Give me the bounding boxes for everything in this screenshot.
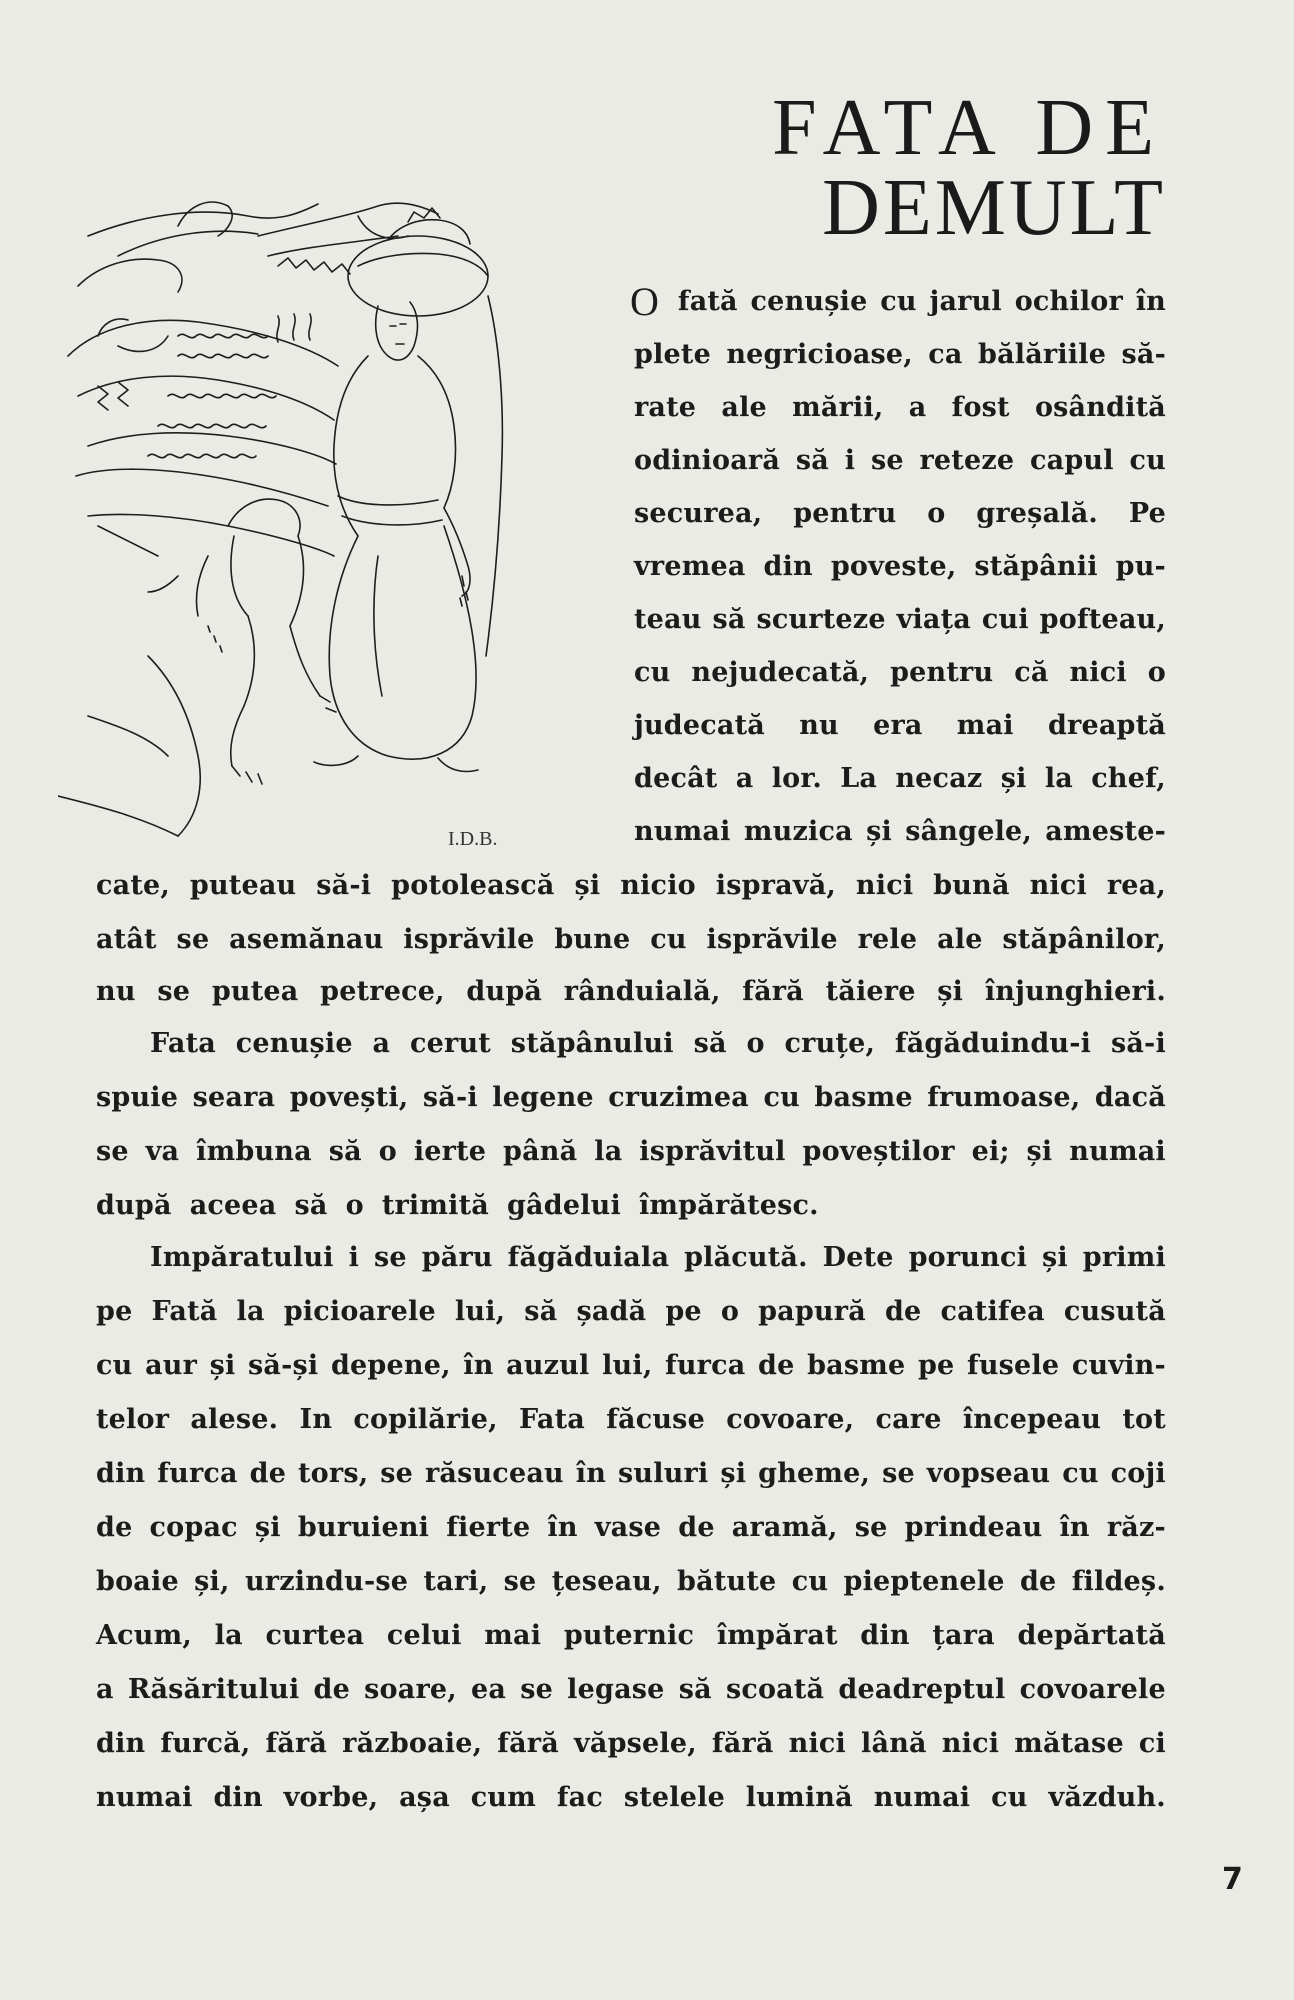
word: lumină <box>745 1782 853 1813</box>
word: cum <box>470 1782 536 1813</box>
word: vremea <box>634 551 746 582</box>
word: i <box>844 445 856 476</box>
word: Dete <box>822 1242 894 1273</box>
word: rea, <box>1106 870 1166 901</box>
word: Fata <box>150 1028 216 1059</box>
word: stăpânilor, <box>1002 924 1166 955</box>
word: cu <box>634 657 671 688</box>
word: necaz <box>895 763 983 794</box>
word: bună <box>933 870 1010 901</box>
word: păru <box>421 1242 493 1273</box>
word: și <box>209 1350 236 1381</box>
word: să <box>693 1028 727 1059</box>
word: și <box>866 816 892 847</box>
word: și <box>1026 1136 1053 1167</box>
word: se <box>854 1512 888 1543</box>
word: cruzimea <box>608 1082 749 1113</box>
word: nejudecată, <box>691 657 870 688</box>
word: nici <box>941 1728 1000 1759</box>
word: în <box>575 1458 607 1489</box>
text-line <box>634 653 1166 693</box>
word: fără <box>711 1728 774 1759</box>
word: vopseau <box>926 1458 1051 1489</box>
text-line <box>634 600 1166 640</box>
word: depărtată <box>1017 1620 1166 1651</box>
word: numai <box>96 1782 193 1813</box>
word: negricioase, <box>726 339 913 370</box>
word: asemănau <box>229 924 384 955</box>
word: viața <box>896 604 971 635</box>
word: lui, <box>602 1350 653 1381</box>
text-line <box>96 1562 1166 1602</box>
word: prindeau <box>904 1512 1043 1543</box>
word: șadă <box>576 1296 647 1327</box>
word: curtea <box>265 1620 365 1651</box>
word: că <box>1014 657 1049 688</box>
word: ochilor <box>1014 286 1123 317</box>
text-line <box>96 1132 1166 1172</box>
word: vase <box>594 1512 662 1543</box>
word: să-și <box>248 1350 319 1381</box>
word: jarul <box>929 286 1002 317</box>
text-line <box>96 1078 1166 1118</box>
text-line <box>634 335 1166 375</box>
word: petrece, <box>320 976 445 1007</box>
word: Răsăritului <box>127 1674 300 1705</box>
text-line <box>96 1778 1166 1818</box>
word: coji <box>1110 1458 1166 1489</box>
illustrator-signature: I.D.B. <box>448 828 498 850</box>
word: muzica <box>743 816 853 847</box>
word: a <box>96 1674 114 1705</box>
text-line <box>96 1508 1166 1548</box>
word: frumoase, <box>927 1082 1081 1113</box>
text-line <box>96 1186 1166 1226</box>
word: înjunghieri. <box>984 976 1166 1007</box>
text-line <box>150 1024 1166 1064</box>
text-line <box>96 1724 1166 1764</box>
word: ierte <box>413 1136 487 1167</box>
word: și <box>1041 1242 1068 1273</box>
word: depene, <box>330 1350 451 1381</box>
word: la <box>214 1620 243 1651</box>
word: In <box>299 1404 333 1435</box>
word: răz- <box>1106 1512 1166 1543</box>
word: cenușie <box>750 286 868 317</box>
text-line <box>96 920 1166 960</box>
word: Fata <box>519 1404 585 1435</box>
word: tari, <box>423 1566 489 1597</box>
word: furca <box>157 1458 238 1489</box>
word: să-i <box>316 870 372 901</box>
word: se <box>96 1136 129 1167</box>
text-line <box>150 1238 1166 1278</box>
text-line <box>96 1616 1166 1656</box>
word: sângele, <box>905 816 1033 847</box>
word: primi <box>1082 1242 1166 1273</box>
word: se <box>503 1566 537 1597</box>
word: boaie <box>96 1566 179 1597</box>
word: fără <box>742 976 804 1007</box>
word: mătase <box>1014 1728 1124 1759</box>
text-line <box>634 547 1166 587</box>
word: scoată <box>725 1674 825 1705</box>
word: atât <box>96 924 157 955</box>
word: fierte <box>446 1512 531 1543</box>
text-line <box>634 759 1166 799</box>
word: dreaptă <box>1047 710 1166 741</box>
word: tors, <box>298 1458 369 1489</box>
word: bătute <box>677 1566 777 1597</box>
word: să- <box>1121 339 1166 370</box>
word: tăiere <box>825 976 916 1007</box>
word: tot <box>1122 1404 1166 1435</box>
word: catifea <box>940 1296 1045 1327</box>
word: pieptenele <box>843 1566 1005 1597</box>
word: povești, <box>289 1082 409 1113</box>
word: porunci <box>908 1242 1028 1273</box>
word: din <box>96 1728 146 1759</box>
text-line <box>634 441 1166 481</box>
word: suluri <box>618 1458 709 1489</box>
word: să-i <box>1110 1028 1166 1059</box>
word: cu <box>791 1566 829 1597</box>
word: mai <box>484 1620 542 1651</box>
word: împărătesc. <box>638 1190 819 1221</box>
word: puteau <box>189 870 297 901</box>
word: de <box>1019 1566 1057 1597</box>
word: pentru <box>793 498 897 529</box>
word: cu <box>763 1082 800 1113</box>
word: poveste, <box>830 551 957 582</box>
word: văzduh. <box>1048 1782 1166 1813</box>
word: isprăvile <box>403 924 535 955</box>
word: Fată <box>151 1296 218 1327</box>
word: decât <box>634 763 718 794</box>
word: spuie <box>96 1082 179 1113</box>
text-line <box>96 1400 1166 1440</box>
word: nu <box>799 710 839 741</box>
word: ci <box>1138 1728 1166 1759</box>
word: a <box>735 763 754 794</box>
word: ale <box>937 924 983 955</box>
word: se <box>882 1458 915 1489</box>
word: cate, <box>96 870 170 901</box>
word: nici <box>1069 657 1127 688</box>
word: și <box>720 1458 747 1489</box>
text-line <box>96 1292 1166 1332</box>
word: ameste- <box>1045 816 1166 847</box>
word: mării, <box>792 392 884 423</box>
word: greșală. <box>976 498 1099 529</box>
word: vorbe, <box>283 1782 379 1813</box>
word: mai <box>956 710 1014 741</box>
word: în <box>1135 286 1166 317</box>
word: o <box>746 1028 765 1059</box>
chapter-title-line-1: FATA DE <box>772 84 1166 172</box>
word: fac <box>556 1782 603 1813</box>
word: a <box>908 392 927 423</box>
word: îmbuna <box>196 1136 312 1167</box>
text-line <box>96 1670 1166 1710</box>
word: numai <box>1069 1136 1166 1167</box>
word: după <box>96 1190 172 1221</box>
word: rânduială, <box>563 976 721 1007</box>
word: alese. <box>190 1404 279 1435</box>
word: ea <box>471 1674 507 1705</box>
word: cu <box>1062 1458 1099 1489</box>
word: lor. <box>771 763 822 794</box>
word: legene <box>492 1082 594 1113</box>
word: pe <box>665 1296 702 1327</box>
word: covoarele <box>1019 1674 1166 1705</box>
word: seara <box>192 1082 276 1113</box>
word: de <box>96 1512 133 1543</box>
word: și <box>937 976 964 1007</box>
word: să-i <box>422 1082 478 1113</box>
word: securea, <box>634 498 763 529</box>
word: să <box>795 445 829 476</box>
word: făgăduiala <box>507 1242 670 1273</box>
word: gheme, <box>758 1458 871 1489</box>
word: numai <box>634 816 731 847</box>
text-line <box>96 972 1166 1012</box>
word: papură <box>758 1296 866 1327</box>
word: cu <box>991 1782 1028 1813</box>
word: bălăriile <box>978 339 1107 370</box>
word: buruieni <box>297 1512 430 1543</box>
word: a <box>372 1028 391 1059</box>
word: de <box>678 1512 715 1543</box>
word: cu <box>650 924 687 955</box>
word: capul <box>1030 445 1114 476</box>
word: copilărie, <box>353 1404 498 1435</box>
word: teau <box>634 604 702 635</box>
word: se <box>176 924 210 955</box>
word: plete <box>634 339 711 370</box>
word: aramă, <box>731 1512 838 1543</box>
word: deadreptul <box>838 1674 1006 1705</box>
word: Impăratului <box>150 1242 334 1273</box>
word: soare, <box>364 1674 457 1705</box>
word: isprăvile <box>706 924 838 955</box>
word: copac <box>149 1512 238 1543</box>
word: se <box>520 1674 554 1705</box>
word: fildeș. <box>1071 1566 1166 1597</box>
word: împărat <box>716 1620 838 1651</box>
word: puternic <box>563 1620 695 1651</box>
word: la <box>594 1136 623 1167</box>
word: rele <box>857 924 918 955</box>
word: la <box>236 1296 265 1327</box>
word: ei; <box>971 1136 1010 1167</box>
word: celui <box>386 1620 462 1651</box>
word: făcuse <box>606 1404 705 1435</box>
text-line <box>96 1346 1166 1386</box>
word: pofteau, <box>1039 604 1166 635</box>
word: în <box>1059 1512 1090 1543</box>
word: fost <box>951 392 1010 423</box>
word: cenușie <box>235 1028 353 1059</box>
word: după <box>466 976 543 1007</box>
word: stăpânului <box>510 1028 674 1059</box>
word: pu- <box>1115 551 1166 582</box>
word: văpsele, <box>573 1728 697 1759</box>
word: din <box>860 1620 910 1651</box>
word: ca <box>928 339 963 370</box>
word: nici <box>788 1728 846 1759</box>
word: o <box>1147 657 1166 688</box>
text-line <box>634 388 1166 428</box>
word: ispravă, <box>715 870 837 901</box>
word: potolească <box>391 870 555 901</box>
word: de <box>249 1458 287 1489</box>
word: fată <box>677 286 738 317</box>
word: cu <box>96 1350 133 1381</box>
word: nu <box>96 976 136 1007</box>
word: de <box>884 1296 922 1327</box>
page-number: 7 <box>1222 1862 1243 1897</box>
word: aur <box>145 1350 198 1381</box>
word: nicio <box>620 870 696 901</box>
word: poveștilor <box>802 1136 955 1167</box>
word: isprăvitul <box>639 1136 786 1167</box>
word: aceea <box>189 1190 277 1221</box>
word: rate <box>634 392 697 423</box>
word: pe <box>96 1296 133 1327</box>
word: să <box>294 1190 328 1221</box>
word: se <box>870 445 904 476</box>
word: O <box>630 279 660 324</box>
word: bune <box>554 924 631 955</box>
text-line <box>634 706 1166 746</box>
word: din <box>763 551 813 582</box>
word: lui, <box>454 1296 506 1327</box>
word: fusele <box>967 1350 1060 1381</box>
word: răsuceau <box>424 1458 564 1489</box>
chapter-title-line-2: DEMULT <box>822 164 1166 252</box>
word: cusută <box>1063 1296 1166 1327</box>
word: picioarele <box>283 1296 436 1327</box>
word: fără <box>265 1728 328 1759</box>
word: basme <box>814 1082 913 1113</box>
word: de <box>758 1350 795 1381</box>
word: de <box>313 1674 351 1705</box>
text-line <box>96 1454 1166 1494</box>
word: pentru <box>890 657 994 688</box>
word: furca <box>665 1350 746 1381</box>
word: așa <box>399 1782 450 1813</box>
word: și <box>1000 763 1027 794</box>
word: trimită <box>381 1190 489 1221</box>
word: La <box>840 763 878 794</box>
word: nici <box>855 870 914 901</box>
word: din <box>213 1782 263 1813</box>
word: numai <box>873 1782 971 1813</box>
word: se <box>157 976 191 1007</box>
text-line <box>634 812 1166 852</box>
word: lână <box>861 1728 927 1759</box>
word: să <box>712 604 746 635</box>
word: judecată <box>634 710 765 741</box>
word: să <box>524 1296 558 1327</box>
word: era <box>873 710 923 741</box>
word: să <box>328 1136 362 1167</box>
word: o <box>378 1136 397 1167</box>
word: telor <box>96 1404 170 1435</box>
word: în <box>547 1512 578 1543</box>
word: putea <box>211 976 299 1007</box>
word: o <box>345 1190 364 1221</box>
word: plăcută. <box>684 1242 808 1273</box>
word: care <box>875 1404 942 1435</box>
word: basme <box>807 1350 906 1381</box>
word: va <box>145 1136 180 1167</box>
word: cerut <box>410 1028 491 1059</box>
word: cruțe, <box>784 1028 876 1059</box>
word: auzul <box>506 1350 590 1381</box>
word: cui <box>981 604 1029 635</box>
word: și <box>574 870 601 901</box>
word: la <box>1044 763 1073 794</box>
word: fără <box>497 1728 559 1759</box>
word: furcă, <box>160 1728 251 1759</box>
word: stelele <box>623 1782 725 1813</box>
text-line <box>634 494 1166 534</box>
word: o <box>720 1296 740 1327</box>
word: făgăduindu-i <box>894 1028 1092 1059</box>
word: o <box>927 498 946 529</box>
word: până <box>503 1136 578 1167</box>
word: din <box>96 1458 146 1489</box>
word: războaie, <box>342 1728 483 1759</box>
word: stăpânii <box>974 551 1098 582</box>
word: pe <box>917 1350 955 1381</box>
word: în <box>463 1350 494 1381</box>
word: și <box>254 1512 281 1543</box>
word: se <box>380 1458 414 1489</box>
word: se <box>374 1242 407 1273</box>
word: începeau <box>962 1404 1102 1435</box>
word: țara <box>932 1620 995 1651</box>
word: să <box>678 1674 712 1705</box>
word: cu <box>1129 445 1166 476</box>
word: legase <box>567 1674 665 1705</box>
word: scurteze <box>756 604 886 635</box>
word: odinioară <box>634 445 781 476</box>
word: dacă <box>1094 1082 1166 1113</box>
text-line <box>630 279 1166 324</box>
word: cuvin- <box>1071 1350 1166 1381</box>
word: nici <box>1029 870 1087 901</box>
word: cu <box>880 286 917 317</box>
word: gâdelui <box>506 1190 621 1221</box>
word: țeseau, <box>551 1566 662 1597</box>
word: reteze <box>919 445 1015 476</box>
word: Pe <box>1128 498 1166 529</box>
word: Acum, <box>96 1620 192 1651</box>
word: osândită <box>1034 392 1166 423</box>
word: și, <box>194 1566 230 1597</box>
word: ale <box>721 392 767 423</box>
text-line <box>96 866 1166 906</box>
word: urzindu-se <box>244 1566 409 1597</box>
word: covoare, <box>726 1404 855 1435</box>
word: i <box>348 1242 360 1273</box>
word: chef, <box>1091 763 1166 794</box>
